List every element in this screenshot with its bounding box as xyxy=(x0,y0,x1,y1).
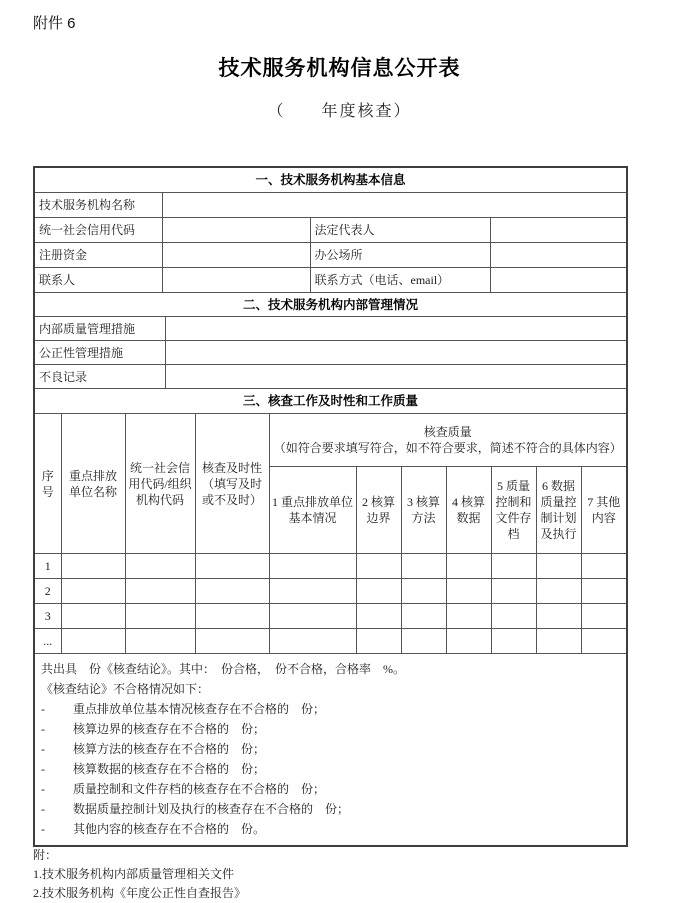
summary-line-fail-intro: 《核查结论》不合格情况如下： xyxy=(41,682,210,696)
dash-marker: - xyxy=(41,702,45,716)
blank-cell xyxy=(446,554,491,579)
page-subtitle: （ 年度核查） xyxy=(267,103,412,120)
blank-cell xyxy=(536,604,581,629)
blank-cell xyxy=(61,579,125,604)
summary-item-other xyxy=(41,819,620,839)
blank-cell xyxy=(125,629,195,654)
blank-cell xyxy=(61,629,125,654)
table-row xyxy=(35,365,626,389)
row-number: 1 xyxy=(35,554,61,579)
blank-cell xyxy=(536,554,581,579)
blank-cell xyxy=(269,554,356,579)
blank-cell-internal-quality xyxy=(165,317,626,341)
blank-cell xyxy=(401,554,446,579)
blank-cell xyxy=(356,554,401,579)
attachment-notes xyxy=(33,846,633,903)
blank-cell xyxy=(356,604,401,629)
blank-cell-legal-rep xyxy=(490,218,626,243)
summary-item-text: 核算方法的核查存在不合格的 份； xyxy=(73,742,266,756)
section2-table xyxy=(35,292,626,388)
col-header-unit-name: 重点排放单位名称 xyxy=(61,414,125,554)
field-label-office-address: 办公场所 xyxy=(310,243,490,268)
blank-cell-impartiality xyxy=(165,341,626,365)
blank-cell xyxy=(536,629,581,654)
subcol-header-accounting-data: 4 核算数据 xyxy=(446,467,491,554)
field-label-org-name: 技术服务机构名称 xyxy=(35,193,162,218)
blank-cell xyxy=(491,554,536,579)
blank-cell xyxy=(536,579,581,604)
blank-cell xyxy=(581,629,626,654)
blank-cell xyxy=(581,604,626,629)
attachment-label: 附件 6 xyxy=(33,15,76,32)
field-label-impartiality: 公正性管理措施 xyxy=(35,341,165,365)
note-item-1: 1.技术服务机构内部质量管理相关文件 xyxy=(33,867,235,881)
table-row xyxy=(35,629,626,654)
field-label-bad-records: 不良记录 xyxy=(35,365,165,389)
row-number: ... xyxy=(35,629,61,654)
blank-cell xyxy=(581,554,626,579)
blank-cell xyxy=(491,579,536,604)
summary-item-boundary xyxy=(41,719,620,739)
section3-column-header-row xyxy=(35,414,626,467)
field-label-contact-person: 联系人 xyxy=(35,268,162,293)
summary-item-text: 核算数据的核查存在不合格的 份； xyxy=(73,762,266,776)
blank-cell-credit-code xyxy=(162,218,310,243)
summary-item-basic-info xyxy=(41,699,620,719)
subcol-header-basic-info: 1 重点排放单位基本情况 xyxy=(269,467,356,554)
field-label-registered-capital: 注册资金 xyxy=(35,243,162,268)
blank-cell xyxy=(401,604,446,629)
dash-marker: - xyxy=(41,742,45,756)
section1-header-row xyxy=(35,168,626,193)
blank-cell-office-address xyxy=(490,243,626,268)
quality-group-title: 核查质量 xyxy=(423,425,472,439)
blank-cell xyxy=(491,629,536,654)
section2-header: 二、技术服务机构内部管理情况 xyxy=(35,293,626,317)
table-row xyxy=(35,218,626,243)
blank-cell xyxy=(269,604,356,629)
blank-cell-registered-capital xyxy=(162,243,310,268)
section1-table xyxy=(35,168,626,292)
blank-cell xyxy=(356,629,401,654)
dash-marker: - xyxy=(41,802,45,816)
blank-cell xyxy=(125,604,195,629)
summary-item-quality-plan xyxy=(41,799,620,819)
subcol-header-data-quality-plan: 6 数据质量控制计划及执行 xyxy=(536,467,581,554)
table-row xyxy=(35,243,626,268)
blank-cell xyxy=(401,579,446,604)
blank-cell xyxy=(581,579,626,604)
blank-cell xyxy=(446,579,491,604)
blank-cell-contact-info xyxy=(490,268,626,293)
section3-header-row xyxy=(35,389,626,414)
blank-cell xyxy=(356,579,401,604)
blank-cell xyxy=(491,604,536,629)
dash-marker: - xyxy=(41,762,45,776)
section3-header: 三、核查工作及时性和工作质量 xyxy=(35,389,626,414)
section1-header: 一、技术服务机构基本信息 xyxy=(35,168,626,193)
table-row xyxy=(35,268,626,293)
subcol-header-quality-control-archive: 5 质量控制和文件存档 xyxy=(491,467,536,554)
subcol-header-accounting-boundary: 2 核算边界 xyxy=(356,467,401,554)
row-number: 3 xyxy=(35,604,61,629)
table-row xyxy=(35,341,626,365)
table-row xyxy=(35,604,626,629)
note-item-2: 2.技术服务机构《年度公正性自查报告》 xyxy=(33,886,247,900)
summary-item-quality-archive xyxy=(41,779,620,799)
field-label-contact-info: 联系方式（电话、email） xyxy=(310,268,490,293)
blank-cell xyxy=(446,629,491,654)
summary-item-text: 质量控制和文件存档的核查存在不合格的 份； xyxy=(73,782,326,796)
col-header-quality-group xyxy=(269,414,626,467)
summary-item-text: 其他内容的核查存在不合格的 份。 xyxy=(73,822,266,836)
quality-group-desc: （如符合要求填写符合，如不符合要求，简述不符合的具体内容） xyxy=(273,441,622,455)
summary-item-text: 数据质量控制计划及执行的核查存在不合格的 份； xyxy=(73,802,350,816)
subcol-header-accounting-method: 3 核算方法 xyxy=(401,467,446,554)
dash-marker: - xyxy=(41,822,45,836)
table-row xyxy=(35,317,626,341)
blank-cell xyxy=(195,554,269,579)
blank-cell xyxy=(61,604,125,629)
blank-cell xyxy=(125,554,195,579)
table-row xyxy=(35,193,626,218)
conclusion-summary xyxy=(35,653,626,845)
blank-cell-org-name xyxy=(162,193,626,218)
table-row xyxy=(35,554,626,579)
notes-title: 附： xyxy=(33,848,58,862)
summary-line-totals: 共出具 份《核查结论》。其中： 份合格， 份不合格，合格率 %。 xyxy=(41,662,405,676)
blank-cell-bad-records xyxy=(165,365,626,389)
blank-cell xyxy=(195,604,269,629)
blank-cell xyxy=(269,579,356,604)
field-label-internal-quality: 内部质量管理措施 xyxy=(35,317,165,341)
blank-cell xyxy=(195,629,269,654)
dash-marker: - xyxy=(41,782,45,796)
summary-item-text: 重点排放单位基本情况核查存在不合格的 份； xyxy=(73,702,326,716)
col-header-timeliness: 核查及时性（填写及时或不及时） xyxy=(195,414,269,554)
field-label-legal-rep: 法定代表人 xyxy=(310,218,490,243)
table-row xyxy=(35,579,626,604)
blank-cell xyxy=(61,554,125,579)
section3-table xyxy=(35,388,626,653)
form-table xyxy=(33,166,628,847)
summary-item-method xyxy=(41,739,620,759)
blank-cell xyxy=(269,629,356,654)
section2-header-row xyxy=(35,293,626,317)
row-number: 2 xyxy=(35,579,61,604)
page-title: 技术服务机构信息公开表 xyxy=(218,57,461,80)
summary-item-text: 核算边界的核查存在不合格的 份； xyxy=(73,722,266,736)
col-header-credit-code: 统一社会信用代码/组织机构代码 xyxy=(125,414,195,554)
subcol-header-other-content: 7 其他内容 xyxy=(581,467,626,554)
blank-cell xyxy=(125,579,195,604)
dash-marker: - xyxy=(41,722,45,736)
blank-cell-contact-person xyxy=(162,268,310,293)
field-label-credit-code: 统一社会信用代码 xyxy=(35,218,162,243)
col-header-seq: 序号 xyxy=(35,414,61,554)
blank-cell xyxy=(446,604,491,629)
blank-cell xyxy=(195,579,269,604)
blank-cell xyxy=(401,629,446,654)
summary-item-data xyxy=(41,759,620,779)
